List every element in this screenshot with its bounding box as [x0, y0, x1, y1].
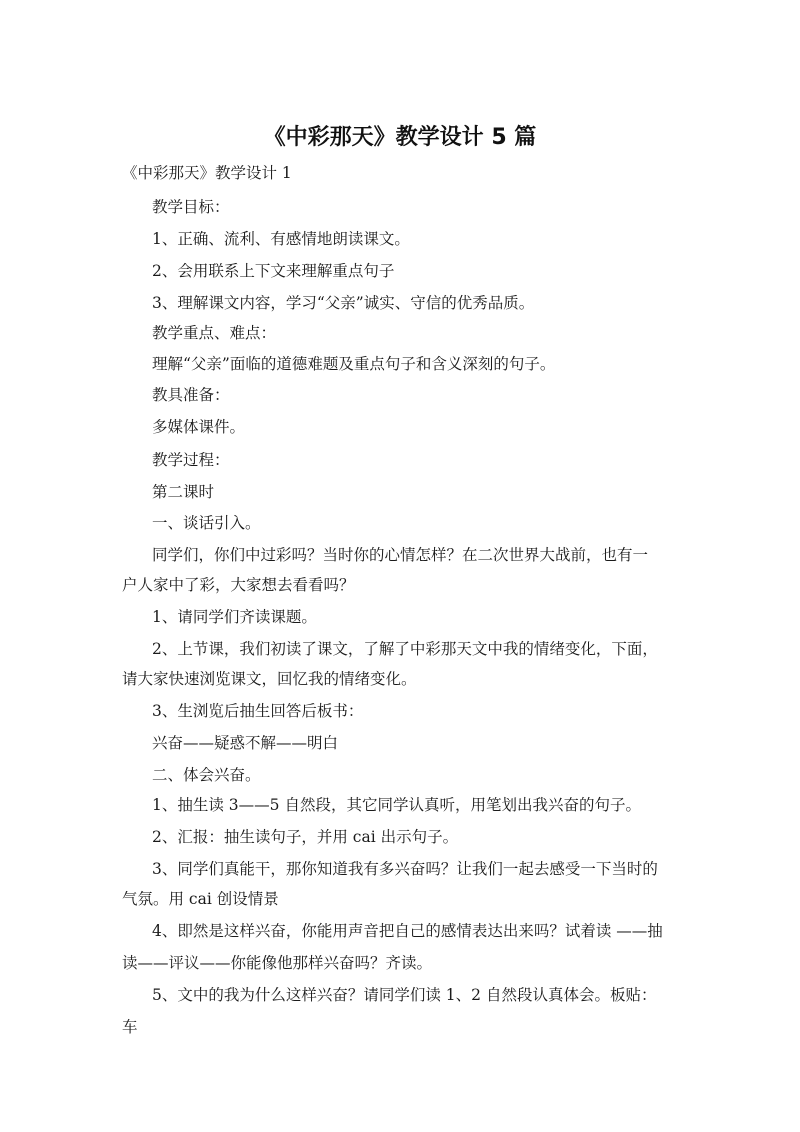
paragraph: 3、同学们真能干，那你知道我有多兴奋吗？让我们一起去感受一下当时的: [152, 860, 658, 878]
paragraph: 兴奋——疑惑不解——明白: [152, 734, 339, 752]
paragraph-continuation: 气氛。用 cai 创设情景: [122, 890, 279, 908]
paragraph: 2、汇报：抽生读句子，并用 cai 出示句子。: [152, 828, 459, 846]
paragraph: 3、理解课文内容，学习“父亲”诚实、守信的优秀品质。: [152, 294, 535, 312]
paragraph: 二、体会兴奋。: [152, 766, 261, 784]
paragraph: 教学重点、难点：: [152, 324, 277, 342]
paragraph-continuation: 户人家中了彩，大家想去看看吗？: [122, 576, 355, 594]
paragraph: 3、生浏览后抽生回答后板书：: [152, 702, 364, 720]
document-title: 《中彩那天》教学设计 5 篇: [263, 125, 537, 150]
paragraph: 2、上节课，我们初读了课文，了解了中彩那天文中我的情绪变化，下面，: [152, 640, 658, 658]
paragraph: 第二课时: [152, 483, 215, 501]
paragraph: 教学目标：: [152, 198, 230, 216]
paragraph-continuation: 请大家快速浏览课文，回忆我的情绪变化。: [122, 670, 417, 688]
paragraph-subtitle: 《中彩那天》教学设计 1: [122, 164, 292, 182]
paragraph: 理解“父亲”面临的道德难题及重点句子和含义深刻的句子。: [152, 355, 556, 373]
paragraph: 一、谈话引入。: [152, 514, 261, 532]
paragraph: 教具准备：: [152, 386, 230, 404]
paragraph: 1、抽生读 3——5 自然段，其它同学认真听，用笔划出我兴奋的句子。: [152, 796, 641, 814]
paragraph-continuation: 读——评议——你能像他那样兴奋吗？齐读。: [122, 954, 433, 972]
paragraph-continuation: 车: [122, 1018, 138, 1036]
paragraph: 1、请同学们齐读课题。: [152, 608, 317, 626]
paragraph: 教学过程：: [152, 451, 230, 469]
paragraph: 1、正确、流利、有感情地朗读课文。: [152, 230, 410, 248]
paragraph: 同学们，你们中过彩吗？当时你的心情怎样？在二次世界大战前，也有一: [152, 546, 649, 564]
paragraph: 多媒体课件。: [152, 418, 246, 436]
paragraph: 4、即然是这样兴奋，你能用声音把自己的感情表达出来吗？试着读 ——抽: [152, 922, 663, 940]
paragraph: 2、会用联系上下文来理解重点句子: [152, 262, 395, 280]
paragraph: 5、文中的我为什么这样兴奋？请同学们读 1、2 自然段认真体会。板贴：: [152, 986, 657, 1004]
